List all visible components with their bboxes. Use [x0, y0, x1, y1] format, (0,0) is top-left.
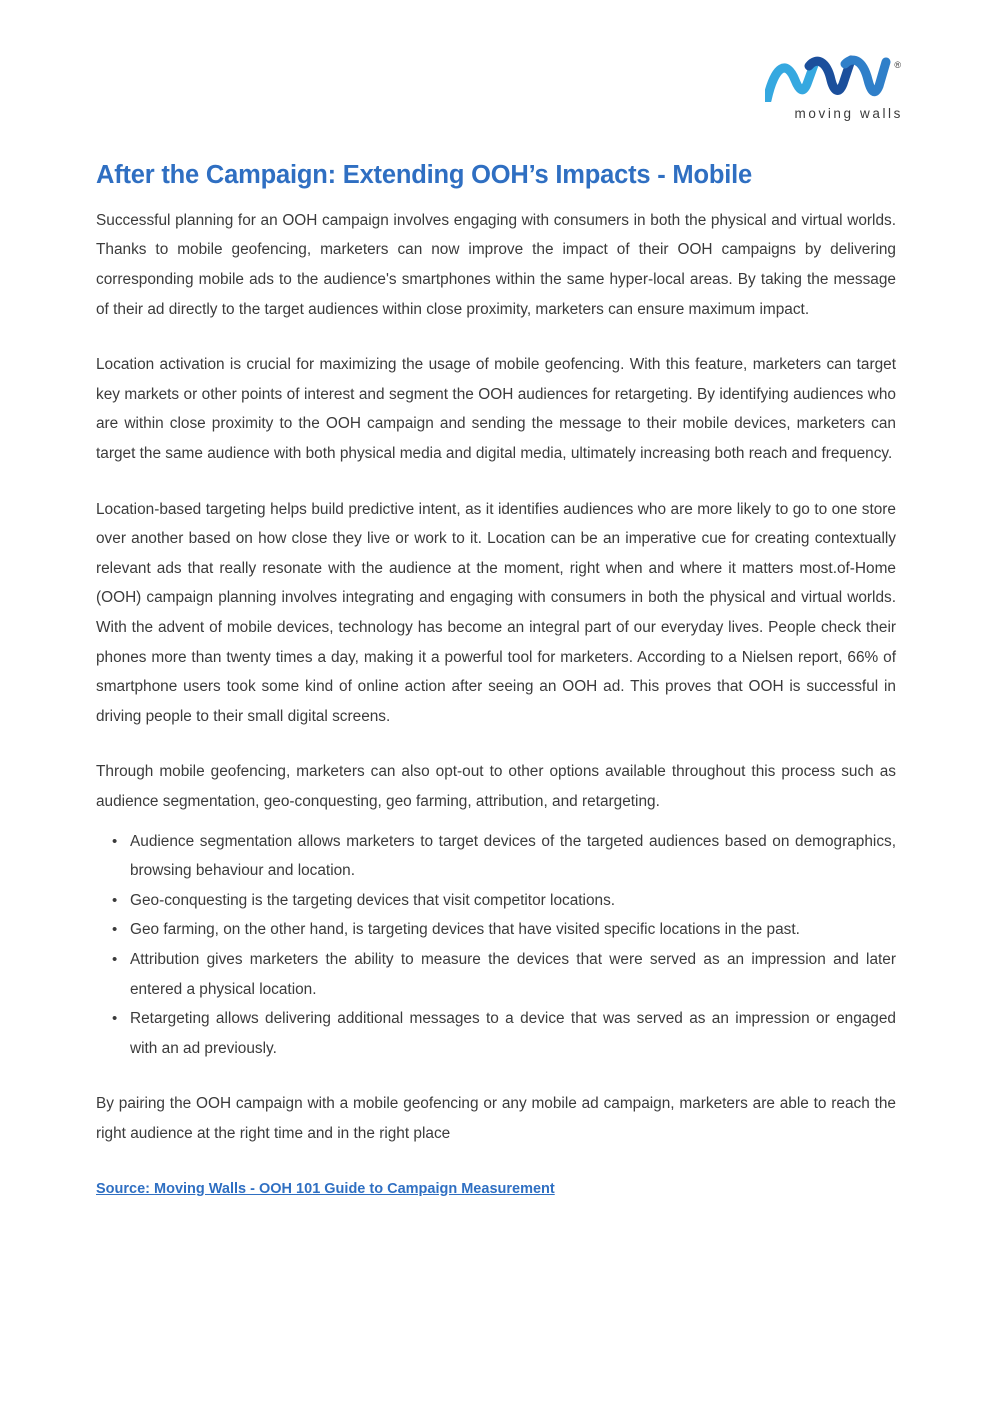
closing-paragraph: By pairing the OOH campaign with a mobile geofencing or any mobile ad campaign, marketers are able to reach the right audience at the right time and in the right place — [96, 1095, 896, 1142]
page-title: After the Campaign: Extending OOH’s Impacts - Mobile — [96, 161, 752, 189]
list-item: • Attribution gives marketers the ability to measure the devices that were served as an impression and later entered a physical location. — [130, 945, 896, 1004]
paragraph-3: Location-based targeting helps build predictive intent, as it identifies audiences who are more likely to go to one store over another based on how close they live or work to it. Location can be an imperative cue for creating contextually relevant ads that really resonate with the audience at the moment, right when and where it matters most.of-Home (OOH) campaign planning involves integrating and engaging with consumers in both the physical and virtual worlds. With the advent of mobile devices, technology has become an integral part of our everyday lives. People check their phones more than twenty times a day, making it a powerful tool for marketers. According to a Nielsen report, 66% of smartphone users took some kind of online action after seeing an OOH ad. This proves that OOH is successful in driving people to their small digital screens. — [96, 500, 896, 725]
list-item: • Geo farming, on the other hand, is targeting devices that have visited specific locations in the past. — [130, 915, 896, 945]
registered-trademark-icon: ® — [894, 60, 901, 70]
list-item: • Geo-conquesting is the targeting devices that visit competitor locations. — [130, 886, 896, 916]
source-link[interactable]: Source: Moving Walls - OOH 101 Guide to Campaign Measurement — [96, 1180, 555, 1197]
list-item: • Audience segmentation allows marketers to target devices of the targeted audiences based on demographics, browsing behaviour and location. — [130, 827, 896, 886]
moving-walls-mark-icon — [765, 54, 901, 102]
paragraph-1: Successful planning for an OOH campaign involves engaging with consumers in both the physical and virtual worlds. Thanks to mobile geofencing, marketers can now improve the impact of their OOH campaigns by delivering corresponding mobile ads to the audience's smartphones within the same hyper-local areas. By taking the message of their ad directly to the target audiences within close proximity, marketers can ensure maximum impact. — [96, 211, 896, 318]
brand-logo — [765, 54, 905, 134]
paragraph-4: Through mobile geofencing, marketers can also opt-out to other options available throughout this process such as audience segmentation, geo-conquesting, geo farming, attribution, and retargeting. — [96, 763, 896, 810]
paragraph-2: Location activation is crucial for maximizing the usage of mobile geofencing. With this feature, marketers can target key markets or other points of interest and segment the OOH audiences for retargeting. By identifying audiences who are within close proximity to the OOH campaign and sending the message to their mobile devices, marketers can target the same audience with both physical media and digital media, ultimately increasing both reach and frequency. — [96, 356, 896, 463]
list-item: • Retargeting allows delivering additional messages to a device that was served as an impression or engaged with an ad previously. — [130, 1004, 896, 1063]
logo-wordmark: moving walls — [794, 106, 903, 121]
feature-bullet-list — [96, 827, 896, 1064]
document-content — [96, 160, 896, 1198]
